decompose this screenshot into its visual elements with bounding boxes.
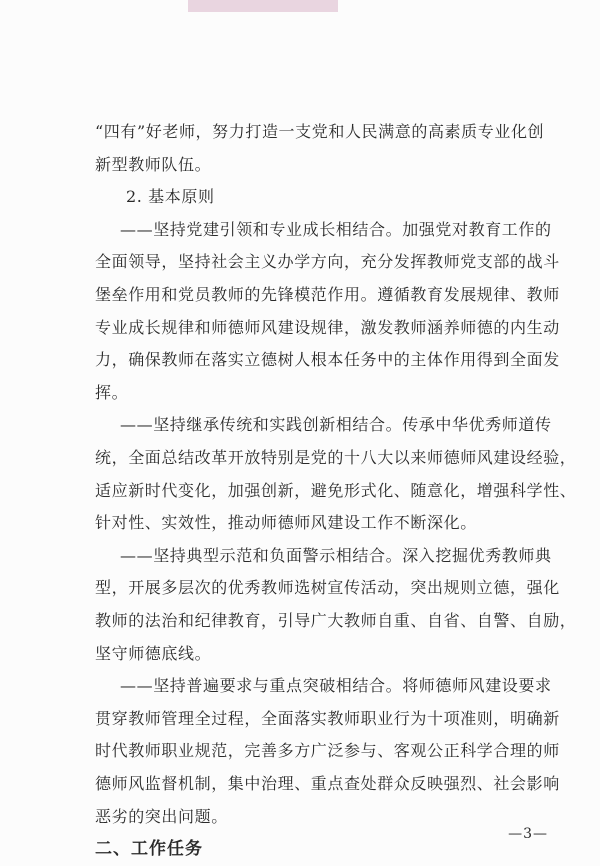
paragraph-line: 统，全面总结改革开放特别是党的十八大以来师德师风建设经验， xyxy=(95,448,577,467)
paragraph-line: ——坚持典型示范和负面警示相结合。深入挖掘优秀教师典 xyxy=(120,546,552,565)
paragraph-line: ——坚持党建引领和专业成长相结合。加强党对教育工作的 xyxy=(120,220,552,239)
paragraph-line: 堡垒作用和党员教师的先锋模范作用。遵循教育发展规律、教师 xyxy=(95,285,560,304)
paragraph-line: 德师风监督机制，集中治理、重点查处群众反映强烈、社会影响 xyxy=(95,774,560,793)
section-heading: 二、工作任务 xyxy=(95,839,203,859)
top-stamp-mark xyxy=(188,0,338,12)
paragraph-line: 力，确保教师在落实立德树人根本任务中的主体作用得到全面发 xyxy=(95,350,560,369)
paragraph-line: 教师的法治和纪律教育，引导广大教师自重、自省、自警、自励， xyxy=(95,611,577,630)
paragraph-line: 全面领导，坚持社会主义办学方向，充分发挥教师党支部的战斗 xyxy=(95,252,560,271)
paragraph-line: ——坚持普遍要求与重点突破相结合。将师德师风建设要求 xyxy=(120,676,552,695)
paragraph-line: 适应新时代变化，加强创新，避免形式化、随意化，增强科学性、 xyxy=(95,481,577,500)
paragraph-line: 恶劣的突出问题。 xyxy=(95,807,228,826)
paragraph-line: 时代教师职业规范，完善多方广泛参与、客观公正科学合理的师 xyxy=(95,741,560,760)
page-number: —3— xyxy=(508,826,548,842)
paragraph-line: 针对性、实效性，推动师德师风建设工作不断深化。 xyxy=(95,513,477,532)
paragraph-line: 贯穿教师管理全过程，全面落实教师职业行为十项准则，明确新 xyxy=(95,709,560,728)
paragraph-line: 专业成长规律和师德师风建设规律，激发教师涵养师德的内生动 xyxy=(95,318,560,337)
paragraph-line: 型，开展多层次的优秀教师选树宣传活动，突出规则立德，强化 xyxy=(95,578,560,597)
paragraph-line: 新型教师队伍。 xyxy=(95,155,212,174)
paragraph-line: 坚守师德底线。 xyxy=(95,644,212,663)
paragraph-line: 挥。 xyxy=(95,383,129,402)
subsection-heading: 2. 基本原则 xyxy=(126,187,215,206)
paragraph-line: “四有”好老师，努力打造一支党和人民满意的高素质专业化创 xyxy=(95,122,545,141)
paragraph-line: ——坚持继承传统和实践创新相结合。传承中华优秀师道传 xyxy=(120,415,552,434)
